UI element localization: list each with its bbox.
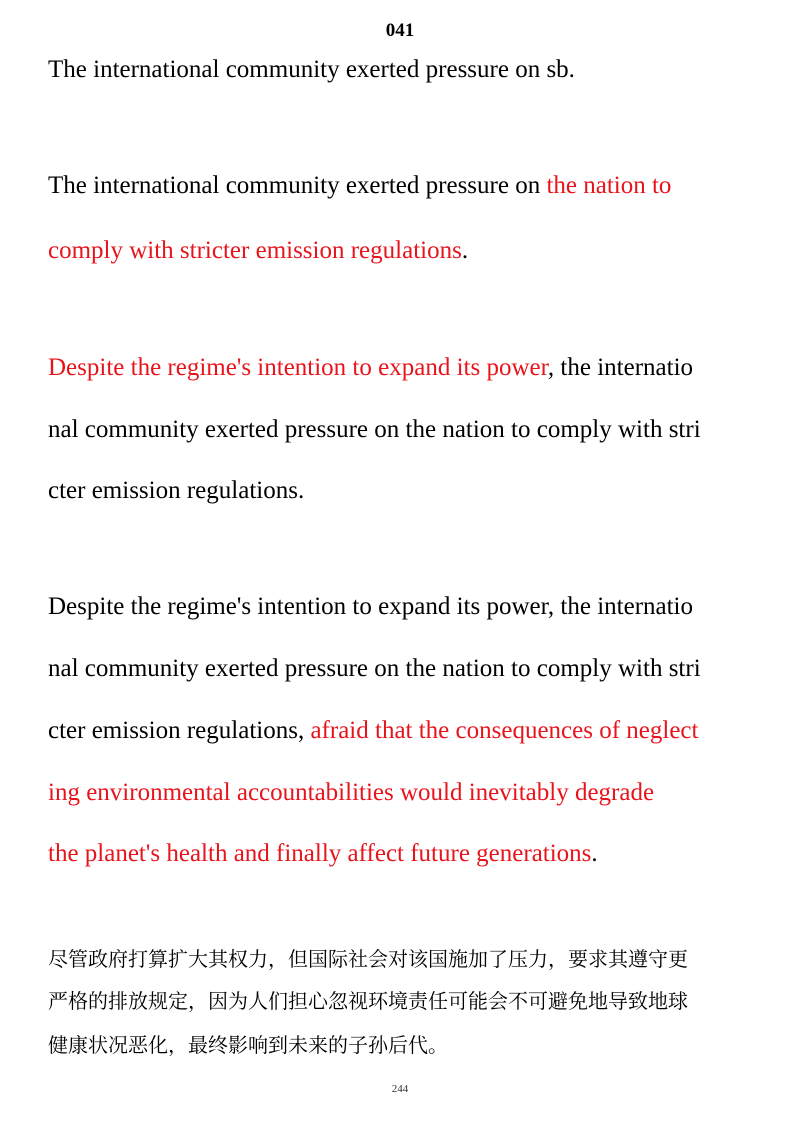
sentence3-line2-text: nal community exerted pressure on the nation to comply with stri [48,416,701,443]
page-number: 041 [385,20,415,41]
sentence4-line4 [48,778,654,808]
sentence4-line5 [48,839,598,869]
sentence3-line1-black: , the internatio [547,354,694,381]
translation-line1: 尽管政府打算扩大其权力，但国际社会对该国施加了压力，要求其遵守更 [48,947,688,971]
sentence2-line2 [48,236,468,266]
sentence3-line1 [48,353,693,383]
sentence4-line4-red: ing environmental accountabilities would inevitably degrade [48,779,655,806]
sentence2-line2-black: . [461,237,469,264]
sentence4-line1 [48,592,693,622]
sentence2-line1-black: The international community exerted pressure on [48,172,547,199]
sentence2-line1-red: the nation to [546,172,672,199]
sentence2-line1 [48,171,671,201]
sentence3-line2 [48,415,701,445]
sentence1-line1 [48,55,575,85]
sentence3-line3-text: cter emission regulations. [48,477,305,504]
sentence4-line3-red: afraid that the consequences of neglect [310,717,699,744]
sentence3-line1-red: Despite the regime's intention to expand its power [48,354,548,381]
sentence1-text: The international community exerted pressure on sb. [48,56,575,83]
footer-page-number: 244 [391,1083,409,1095]
sentence4-line3 [48,716,698,746]
sentence3-line3 [48,476,304,506]
sentence2-line2-red: comply with stricter emission regulations [48,237,462,264]
sentence4-line3-black: cter emission regulations, [48,717,311,744]
sentence4-line2 [48,654,701,684]
sentence4-line5-black: . [591,840,598,867]
translation-line2: 严格的排放规定，因为人们担心忽视环境责任可能会不可避免地导致地球 [48,989,688,1013]
sentence4-line5-red: the planet's health and finally affect future generations [48,840,592,867]
translation-line3: 健康状况恶化，最终影响到未来的子孙后代。 [48,1033,448,1057]
sentence4-line1-text: Despite the regime's intention to expand its power, the internatio [48,593,694,620]
sentence4-line2-text: nal community exerted pressure on the nation to comply with stri [48,655,701,682]
